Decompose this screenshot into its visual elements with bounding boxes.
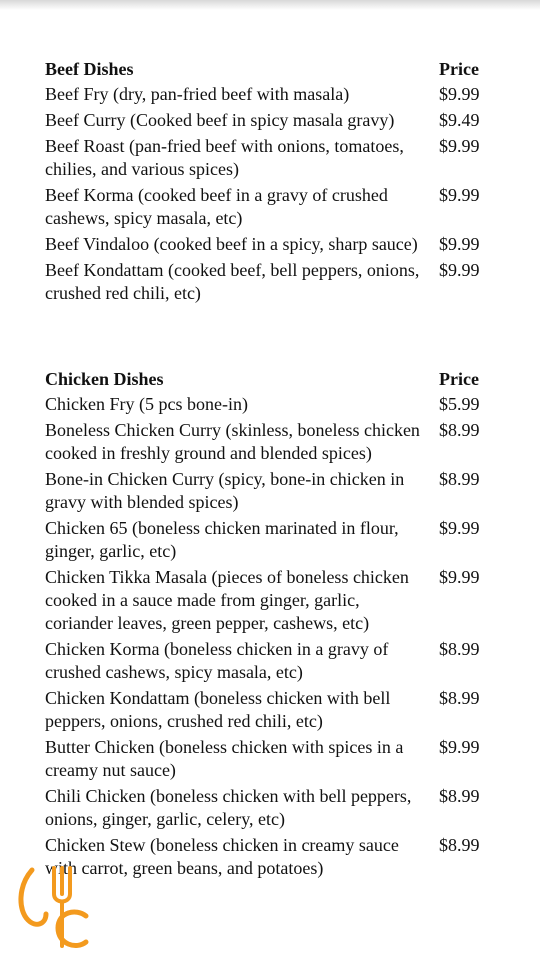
menu-item (45, 233, 485, 256)
item-name: Beef Fry (dry, pan-fried beef with masala) (45, 84, 350, 104)
logo-left-curve (21, 870, 46, 924)
item-price: $9.99 (439, 567, 480, 587)
menu-item (45, 517, 485, 563)
item-price: $8.99 (439, 688, 480, 708)
item-price: $9.99 (439, 518, 480, 538)
chicken-dishes-section (45, 367, 485, 883)
section-title: Beef Dishes (45, 59, 134, 79)
item-name: Beef Kondattam (cooked beef, bell peppers, onions, crushed red chili, etc) (45, 260, 420, 303)
item-price: $9.99 (439, 185, 480, 205)
item-name: Chicken 65 (boneless chicken marinated in flour, ginger, garlic, etc) (45, 518, 399, 561)
price-header: Price (439, 369, 479, 389)
menu-item (45, 135, 485, 181)
item-name: Butter Chicken (boneless chicken with spices in a creamy nut sauce) (45, 737, 404, 780)
item-price: $9.99 (439, 234, 480, 254)
item-name: Chicken Tikka Masala (pieces of boneless chicken cooked in a sauce made from ginger, garlic, coriander leaves, green pepper, cashews, etc) (45, 567, 409, 633)
section-header (45, 367, 485, 391)
beef-dishes-section (45, 57, 485, 308)
item-name: Chicken Kondattam (boneless chicken with bell peppers, onions, crushed red chili, etc) (45, 688, 391, 731)
section-title: Chicken Dishes (45, 369, 164, 389)
restaurant-logo-icon (14, 864, 90, 954)
menu-item (45, 834, 485, 880)
menu-item (45, 184, 485, 230)
item-name: Beef Korma (cooked beef in a gravy of crushed cashews, spicy masala, etc) (45, 185, 388, 228)
item-price: $8.99 (439, 786, 480, 806)
item-price: $8.99 (439, 835, 480, 855)
price-header: Price (439, 59, 479, 79)
item-name: Chili Chicken (boneless chicken with bell peppers, onions, ginger, garlic, celery, etc) (45, 786, 412, 829)
item-name: Chicken Stew (boneless chicken in creamy sauce with carrot, green beans, and potatoes) (45, 835, 399, 878)
logo-mark (14, 864, 90, 954)
item-name: Boneless Chicken Curry (skinless, boneless chicken cooked in freshly ground and blended spices) (45, 420, 420, 463)
item-name: Chicken Fry (5 pcs bone-in) (45, 394, 248, 414)
menu-item (45, 785, 485, 831)
item-price: $9.99 (439, 260, 480, 280)
item-price: $9.49 (439, 110, 480, 130)
menu-item (45, 109, 485, 132)
menu-item (45, 83, 485, 106)
menu-item (45, 638, 485, 684)
item-name: Beef Vindaloo (cooked beef in a spicy, sharp sauce) (45, 234, 418, 254)
menu-item (45, 468, 485, 514)
item-name: Beef Curry (Cooked beef in spicy masala gravy) (45, 110, 395, 130)
menu-item (45, 566, 485, 635)
item-price: $9.99 (439, 84, 480, 104)
menu-item (45, 259, 485, 305)
menu-item (45, 419, 485, 465)
item-name: Bone-in Chicken Curry (spicy, bone-in chicken in gravy with blended spices) (45, 469, 405, 512)
top-shadow (0, 0, 540, 10)
menu-item (45, 393, 485, 416)
menu-item (45, 736, 485, 782)
item-price: $8.99 (439, 639, 480, 659)
item-price: $9.99 (439, 737, 480, 757)
item-price: $8.99 (439, 469, 480, 489)
item-price: $8.99 (439, 420, 480, 440)
item-price: $5.99 (439, 394, 480, 414)
section-header (45, 57, 485, 81)
logo-strokes (21, 868, 86, 946)
item-name: Chicken Korma (boneless chicken in a gravy of crushed cashews, spicy masala, etc) (45, 639, 389, 682)
item-name: Beef Roast (pan-fried beef with onions, tomatoes, chilies, and various spices) (45, 136, 404, 179)
item-price: $9.99 (439, 136, 480, 156)
menu-item (45, 687, 485, 733)
